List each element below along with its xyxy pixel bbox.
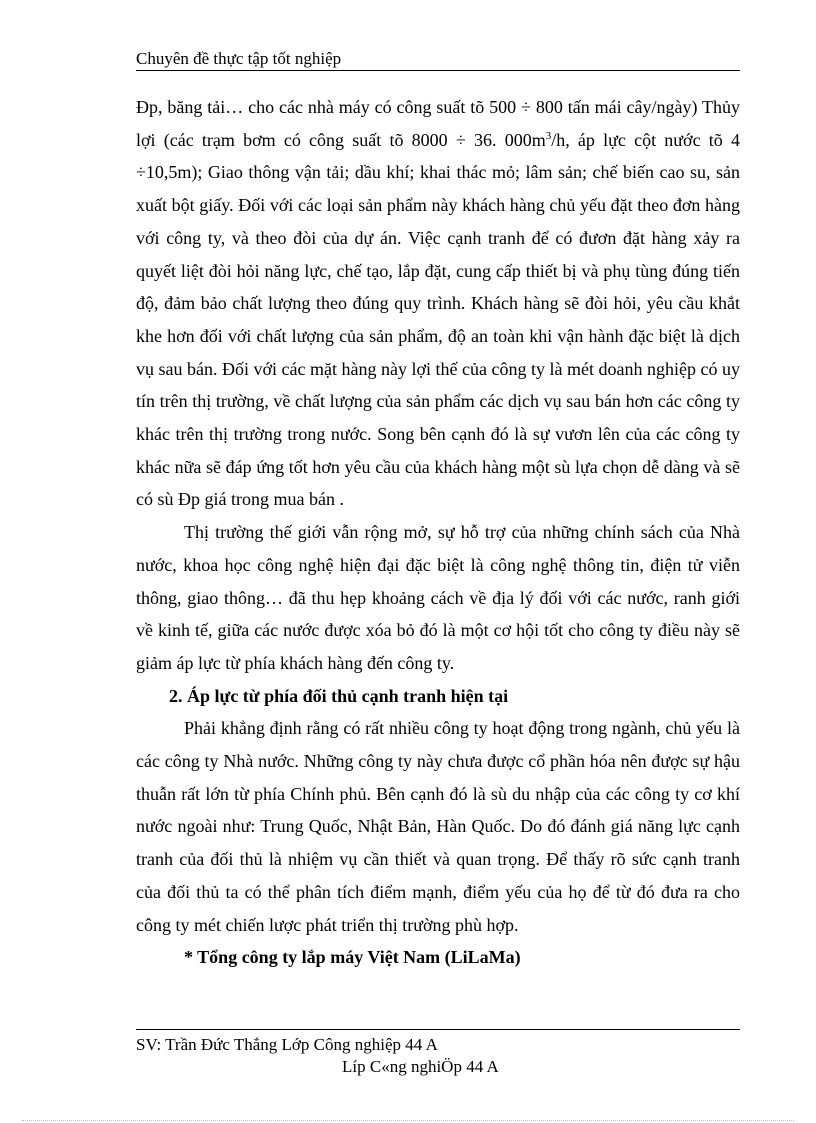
page-header-title: Chuyên đề thực tập tốt nghiệp xyxy=(136,49,342,68)
header-divider xyxy=(136,70,740,71)
footer-class-info: Líp C«ng nghiÖp 44 A xyxy=(342,1057,499,1076)
paragraph-competitors: Phải khẳng định rằng có rất nhiều công ty hoạt động trong ngành, chủ yếu là các công ty Nhà nước. Những công ty này chưa được cổ phần hóa nên được sự hậu thuẫn rất lớn từ phía Chính phủ. Bên cạnh đó là sù du nhập của các công ty cơ khí nước ngoài như: Trung Quốc, Nhật Bản, Hàn Quốc. Do đó đánh giá năng lực cạnh tranh của đối thủ là nhiệm vụ cần thiết và quan trọng. Để thấy rõ sức cạnh tranh của đối thủ ta có thể phân tích điểm mạnh, điểm yếu của họ để từ đó đưa ra cho công ty mét chiến lược phát triển thị trường phù hợp. xyxy=(136,718,740,935)
document-body xyxy=(136,91,740,974)
footer-student-info: SV: Trần Đức Thắng Lớp Công nghiệp 44 A xyxy=(136,1035,438,1054)
footer-divider xyxy=(136,1029,740,1030)
superscript-cubed: 3 xyxy=(545,129,552,142)
section-heading-competitor-pressure: 2. Áp lực từ phía đối thủ cạnh tranh hiện tại xyxy=(169,685,509,706)
page-bottom-edge xyxy=(22,1120,794,1121)
subheading-lilama: * Tổng công ty lắp máy Việt Nam (LiLaMa) xyxy=(184,947,521,968)
paragraph-text: Đp, băng tải… cho các nhà máy có công suất tõ 500 ÷ 800 tấn mái cây/ngày) Thủy lợi (các trạm bơm có công suất tõ 8000 ÷ 36. 000m xyxy=(136,97,740,150)
paragraph-text: /h, áp lực cột nước tõ 4 ÷10,5m); Giao thông vận tải; dầu khí; khai thác mỏ; lâm sản; chế biến cao su, sản xuất bột giấy. Đối với các loại sản phẩm này khách hàng chủ yếu đặt theo đơn hàng với công ty, và theo đòi của dự án. Việc cạnh tranh để có đươn đặt hàng xảy ra quyết liệt đòi hỏi năng lực, chế tạo, lắp đặt, cung cấp thiết bị và phụ tùng đúng tiến độ, đảm bảo chất lượng theo đúng quy trình. Khách hàng sẽ đòi hỏi, yêu cầu khắt khe hơn đối với chất lượng của sản phẩm, độ an toàn khi vận hành đặc biệt là dịch vụ sau bán. Đối với các mặt hàng này lợi thế của công ty là mét doanh nghiệp có uy tín trên thị trường, về chất lượng của sản phẩm các dịch vụ sau bán hơn các công ty khác trên thị trường trong nước. Song bên cạnh đó là sự vươn lên của các công ty khác nữa sẽ đáp ứng tốt hơn yêu cầu của khách hàng một sù lựa chọn dễ dàng và sẽ có sù Đp giá trong mua bán . xyxy=(136,129,741,510)
paragraph-market-demand xyxy=(136,91,740,516)
paragraph-world-market: Thị trường thế giới vẫn rộng mở, sự hỗ trợ của những chính sách của Nhà nước, khoa học công nghệ hiện đại đặc biệt là công nghệ thông tin, điện tử viễn thông, giao thông… đã thu hẹp khoảng cách về địa lý đối với các nước, ranh giới về kinh tế, giữa các nước được xóa bỏ đó là một cơ hội tốt cho công ty điều này sẽ giảm áp lực từ phía khách hàng đến công ty. xyxy=(136,522,740,673)
